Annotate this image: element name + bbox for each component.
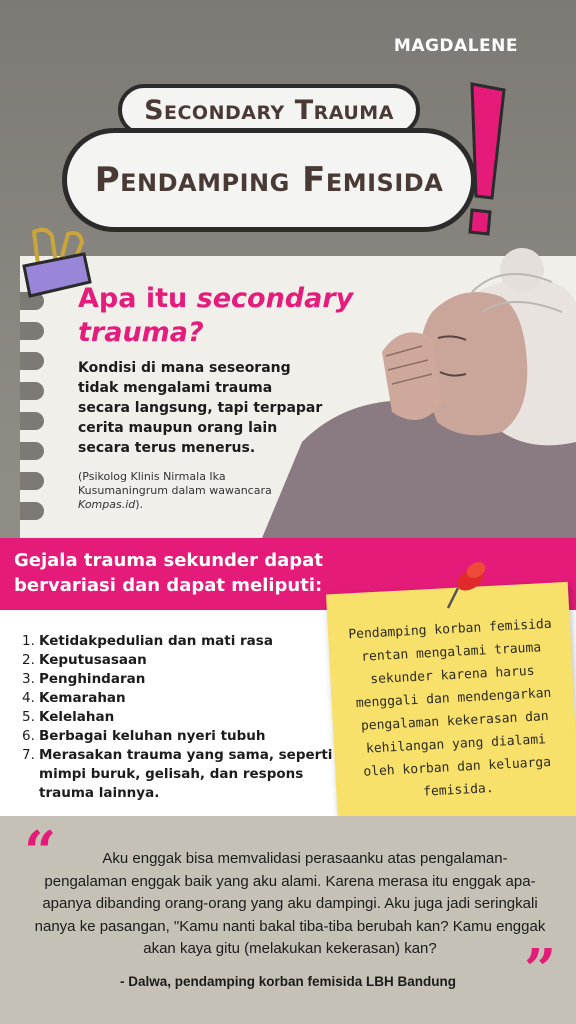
symptom-number: 5. [22,709,35,725]
intro-question-emphasis: secondary trauma? [78,283,354,348]
symptom-item [22,727,352,746]
quote-author: - Dalwa, pendamping korban femisida LBH Bandung [119,974,457,989]
symptom-item [22,651,352,670]
intro-question [78,282,378,350]
symptom-number: 4. [22,690,35,706]
citation-end: ). [135,498,144,511]
magdalene-logo: MAGDALENE [393,36,518,56]
sticky-note-text: Pendamping korban femisida rentan mengalami trauma sekunder karena harus menggali dan mendengarkan pengalaman kekerasan dan kehilangan yang dialami oleh korban dan keluarga femisida. [347,616,552,800]
citation [78,470,278,512]
symptom-item [22,689,352,708]
notebook-ring [20,442,44,460]
symptom-list [22,632,352,803]
symptom-text: Penghindaran [39,671,146,687]
symptoms-heading: Gejala trauma sekunder dapat bervariasi dan dapat meliputi: [14,550,323,596]
symptom-text: Berbagai keluhan nyeri tubuh [39,728,266,744]
title-badge [62,128,476,232]
symptom-text: Keputusasaan [39,652,147,668]
symptom-number: 2. [22,652,35,668]
definition-text: Kondisi di mana seseorang tidak mengalami trauma secara langsung, tapi terpapar cerita maupun orang lain secara terus menerus. [78,360,323,456]
notebook-ring [20,412,44,430]
symptom-number: 1. [22,633,35,649]
symptom-number: 7. [22,747,35,763]
notebook-ring [20,472,44,490]
page-title: Pendamping Femisida [94,160,444,200]
sticky-note [326,582,576,830]
citation-text: (Psikolog Klinis Nirmala Ika Kusumaningrum dalam wawancara [78,470,272,497]
notebook-ring [20,502,44,520]
page-subtitle: Secondary Trauma [144,94,394,126]
symptom-item [22,708,352,727]
symptom-number: 6. [22,728,35,744]
symptom-text: Kelelahan [39,709,115,725]
notebook-ring [20,382,44,400]
citation-source: Kompas.id [78,498,136,511]
quote-open-icon: “ [24,819,57,885]
symptom-text: Ketidakpedulian dan mati rasa [39,633,273,649]
symptom-item [22,670,352,689]
quote-close-icon: ” [524,937,557,1003]
notebook-ring [20,322,44,340]
symptom-text: Merasakan trauma yang sama, seperti mimpi buruk, gelisah, dan respons trauma lainnya. [39,747,333,801]
symptom-item [22,746,352,803]
quote-text: Aku enggak bisa memvalidasi perasaanku atas pengalaman-pengalaman enggak baik yang aku alami. Karena merasa itu enggak apa-apanya dibanding orang-orang yang aku dampingi. Aku juga jadi seringkali nanya ke pasangan, "Kamu nanti bakal tiba-tiba berubah kan? Kamu enggak akan kaya gitu (melakukan kekerasan) kan? [34,850,546,957]
intro-question-text: Apa itu [78,283,197,314]
symptom-text: Kemarahan [39,690,126,706]
push-pin-icon [444,558,490,610]
symptom-item [22,632,352,651]
symptom-number: 3. [22,671,35,687]
notebook-ring [20,352,44,370]
